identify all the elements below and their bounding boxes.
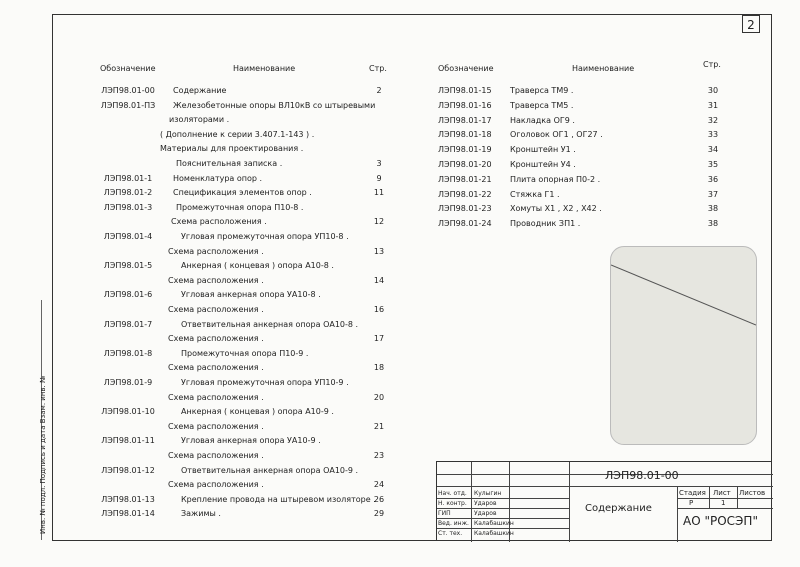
right-row-page: 33 bbox=[707, 130, 719, 140]
right-row-page: 37 bbox=[707, 189, 719, 199]
left-row-name: Схема расположения . bbox=[168, 363, 264, 373]
sheet-value: 1 bbox=[721, 499, 726, 507]
right-row-code: ЛЭП98.01-21 bbox=[438, 174, 492, 184]
left-row-name: Железобетонные опоры ВЛ10кВ со штыревыми bbox=[173, 100, 376, 110]
right-header-code: Обозначение bbox=[438, 64, 494, 73]
right-row-code: ЛЭП98.01-24 bbox=[438, 219, 492, 229]
left-row-name: Анкерная ( концевая ) опора А10-9 . bbox=[181, 407, 334, 417]
scanned-sheet-graphic bbox=[610, 246, 757, 445]
right-row-code: ЛЭП98.01-18 bbox=[438, 130, 492, 140]
left-row-name: Промежуточная опора П10-9 . bbox=[181, 348, 309, 358]
left-row-page: 18 bbox=[373, 363, 385, 373]
right-row-code: ЛЭП98.01-19 bbox=[438, 145, 492, 155]
left-row-page: 11 bbox=[373, 188, 385, 198]
left-row-page: 13 bbox=[373, 246, 385, 256]
left-row-page: 26 bbox=[373, 494, 385, 504]
left-row-page: 17 bbox=[373, 334, 385, 344]
left-row-code: ЛЭП98.01-4 bbox=[103, 232, 153, 241]
signer-role: Н. контр. bbox=[438, 500, 467, 507]
left-row-code: ЛЭП98.01-8 bbox=[103, 348, 153, 358]
right-row-name: Оголовок ОГ1 , ОГ27 . bbox=[510, 130, 603, 140]
left-row-name: Схема расположения . bbox=[168, 421, 264, 431]
left-row-code: ЛЭП98.01-13 bbox=[101, 494, 155, 504]
left-header-name: Наименование bbox=[233, 64, 296, 73]
right-row-code: ЛЭП98.01-22 bbox=[438, 189, 492, 199]
left-row-page: 14 bbox=[373, 275, 385, 285]
left-row-page: 23 bbox=[373, 451, 385, 460]
left-row-name: Схема расположения . bbox=[168, 275, 264, 285]
left-row-name: Схема расположения . bbox=[168, 246, 264, 256]
left-row-page: 20 bbox=[373, 392, 385, 402]
left-row-page: 3 bbox=[376, 159, 382, 168]
left-row-page: 16 bbox=[373, 305, 385, 314]
sheet-label: Лист bbox=[713, 489, 731, 497]
doc-title: Содержание bbox=[585, 503, 652, 514]
right-row-name: Плита опорная П0-2 . bbox=[510, 174, 601, 184]
left-row-name: Угловая промежуточная опора УП10-8 . bbox=[181, 232, 349, 241]
left-row-code: ЛЭП98.01-00 bbox=[101, 86, 155, 95]
left-row-name: Схема расположения . bbox=[171, 217, 267, 227]
right-row-name: Накладка ОГ9 . bbox=[510, 115, 575, 125]
left-row-name: изоляторами . bbox=[169, 115, 230, 125]
right-row-name: Траверса ТМ5 . bbox=[510, 100, 574, 110]
left-row-code: ЛЭП98.01-12 bbox=[101, 465, 155, 475]
diagonal-line-graphic bbox=[611, 247, 756, 444]
left-row-name: Угловая анкерная опора УА10-8 . bbox=[181, 290, 321, 300]
title-block bbox=[436, 461, 772, 541]
stage-value: Р bbox=[689, 499, 694, 507]
left-row-page: 2 bbox=[376, 86, 382, 95]
left-row-name: Угловая промежуточная опора УП10-9 . bbox=[181, 378, 349, 387]
left-row-code: ЛЭП98.01-14 bbox=[101, 509, 155, 519]
left-row-page: 12 bbox=[373, 217, 385, 227]
right-row-code: ЛЭП98.01-15 bbox=[438, 86, 492, 95]
left-row-page: 21 bbox=[373, 421, 385, 431]
sheets-label: Листов bbox=[739, 489, 766, 497]
right-row-page: 35 bbox=[707, 160, 719, 169]
left-row-name: Схема расположения . bbox=[168, 392, 264, 402]
signer-role: Нач. отд. bbox=[438, 490, 467, 497]
left-row-code: ЛЭП98.01-11 bbox=[101, 436, 155, 446]
right-row-page: 31 bbox=[707, 100, 719, 110]
signer-role: Ст. тех. bbox=[438, 530, 463, 537]
left-row-name: Материалы для проектирования . bbox=[160, 144, 304, 154]
right-row-page: 32 bbox=[707, 115, 719, 125]
right-row-code: ЛЭП98.01-20 bbox=[438, 160, 492, 169]
signer-role: ГИП bbox=[438, 510, 451, 517]
left-row-name: Содержание bbox=[173, 86, 227, 95]
left-row-name: Схема расположения . bbox=[168, 334, 264, 344]
right-row-name: Стяжка Г1 . bbox=[510, 189, 560, 199]
signer-name: Кулыгин bbox=[474, 490, 502, 497]
left-row-name: Ответвительная анкерная опора ОА10-8 . bbox=[181, 319, 359, 329]
right-row-page: 36 bbox=[707, 174, 719, 184]
right-row-code: ЛЭП98.01-16 bbox=[438, 100, 492, 110]
organization: АО "РОСЭП" bbox=[683, 514, 758, 528]
right-header-page: Стр. bbox=[703, 60, 721, 69]
left-row-name: Схема расположения . bbox=[168, 305, 264, 314]
left-row-name: Ответвительная анкерная опора ОА10-9 . bbox=[181, 465, 359, 475]
left-header-code: Обозначение bbox=[100, 64, 156, 73]
right-row-code: ЛЭП98.01-23 bbox=[438, 204, 492, 214]
side-stamp bbox=[33, 300, 51, 540]
left-row-name: Угловая анкерная опора УА10-9 . bbox=[181, 436, 321, 446]
left-row-name: Схема расположения . bbox=[168, 451, 264, 460]
right-row-page: 38 bbox=[707, 219, 719, 229]
left-row-name: Крепление провода на штыревом изоляторе . bbox=[181, 494, 376, 504]
left-row-page: 29 bbox=[373, 509, 385, 519]
doc-code: ЛЭП98.01-00 bbox=[605, 469, 679, 482]
left-row-code: ЛЭП98.01-6 bbox=[103, 290, 153, 300]
left-row-page: 24 bbox=[373, 480, 385, 490]
signer-name: Ударов bbox=[474, 500, 497, 507]
left-row-name: Номенклатура опор . bbox=[173, 173, 263, 183]
page-number: 2 bbox=[742, 15, 760, 33]
right-row-page: 38 bbox=[707, 204, 719, 214]
right-row-name: Хомуты Х1 , Х2 , Х42 . bbox=[510, 204, 602, 214]
left-row-code: ЛЭП98.01-10 bbox=[101, 407, 155, 417]
left-row-code: ЛЭП98.01-9 bbox=[103, 378, 153, 387]
left-row-name: Схема расположения . bbox=[168, 480, 264, 490]
left-header-page: Стр. bbox=[369, 64, 387, 73]
right-row-code: ЛЭП98.01-17 bbox=[438, 115, 492, 125]
stage-label: Стадия bbox=[679, 489, 706, 497]
signer-name: Калабашкин bbox=[474, 530, 514, 537]
left-row-page: 9 bbox=[376, 173, 382, 183]
right-row-page: 30 bbox=[707, 86, 719, 95]
right-row-name: Кронштейн У4 . bbox=[510, 160, 576, 169]
left-row-name: Спецификация элементов опор . bbox=[173, 188, 312, 198]
signer-role: Вед. инж. bbox=[438, 520, 469, 527]
right-row-name: Кронштейн У1 . bbox=[510, 145, 576, 155]
left-row-code: ЛЭП98.01-7 bbox=[103, 319, 153, 329]
left-row-code: ЛЭП98.01-3 bbox=[103, 202, 153, 212]
right-row-name: Траверса ТМ9 . bbox=[510, 86, 574, 95]
right-row-page: 34 bbox=[707, 145, 719, 155]
left-row-name: Промежуточная опора П10-8 . bbox=[176, 202, 304, 212]
right-header-name: Наименование bbox=[572, 64, 635, 73]
left-row-name: Анкерная ( концевая ) опора А10-8 . bbox=[181, 261, 334, 271]
signer-name: Калабашкин bbox=[474, 520, 514, 527]
right-row-name: Проводник ЗП1 . bbox=[510, 219, 581, 229]
left-row-code: ЛЭП98.01-1 bbox=[103, 173, 153, 183]
left-row-code: ЛЭП98.01-5 bbox=[103, 261, 153, 271]
left-row-name: ( Дополнение к серии 3.407.1-143 ) . bbox=[160, 129, 315, 139]
left-row-name: Зажимы . bbox=[181, 509, 221, 519]
left-row-code: ЛЭП98.01-2 bbox=[103, 188, 153, 198]
side-stamp-text: Инв. № подл. Подпись и дата Взам. инв. № bbox=[39, 375, 47, 534]
signer-name: Ударов bbox=[474, 510, 497, 517]
left-row-code: ЛЭП98.01-ПЗ bbox=[100, 100, 156, 110]
left-row-name: Пояснительная записка . bbox=[176, 159, 283, 168]
